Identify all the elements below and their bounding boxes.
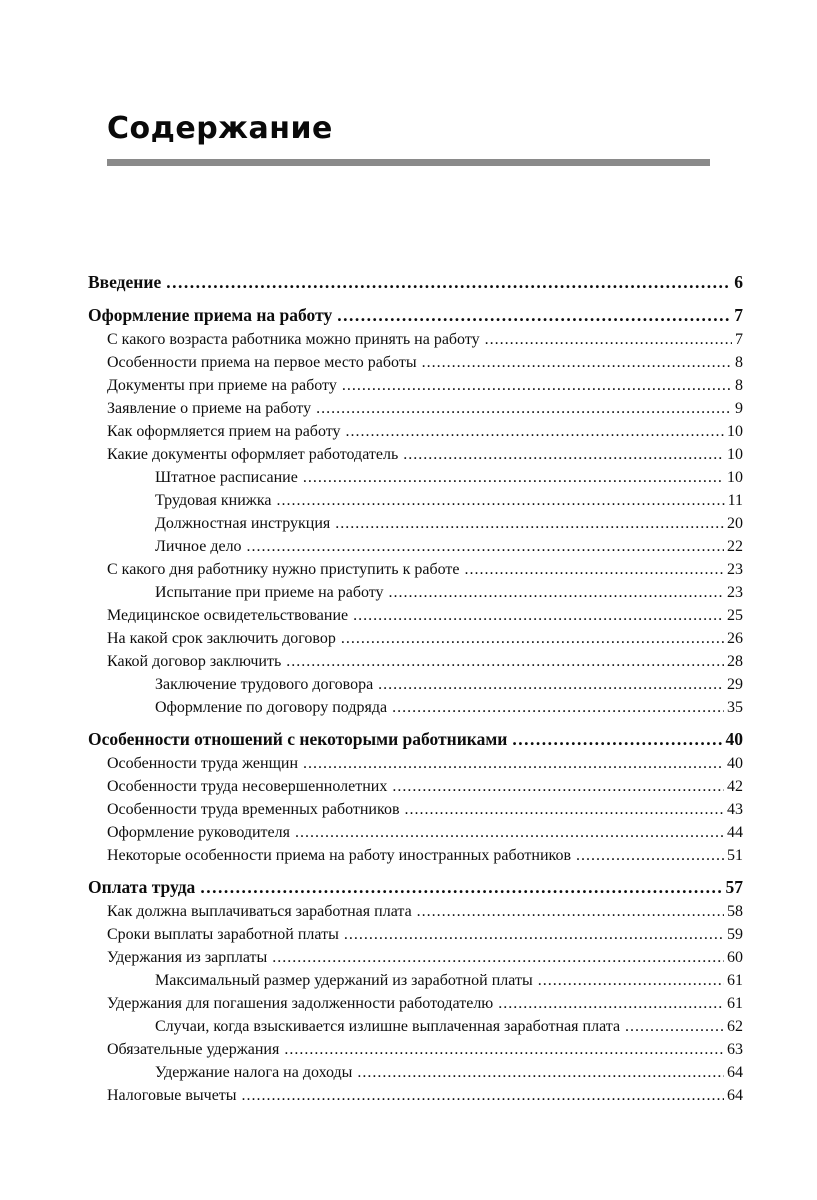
toc-entry-page: 7: [734, 305, 743, 325]
toc-dot-leader: [389, 581, 724, 604]
toc-entry-page: 60: [727, 949, 743, 966]
toc-entry-page: 61: [727, 995, 743, 1012]
toc-entry-page: 58: [727, 903, 743, 920]
toc-entry-page: 44: [727, 824, 743, 841]
toc-entry-page: 62: [727, 1018, 743, 1035]
toc-dot-leader: [316, 397, 732, 420]
toc-entry: [88, 923, 743, 946]
toc-entry-page: 40: [727, 755, 743, 772]
toc-entry-page: 64: [727, 1087, 743, 1104]
toc-entry-label: Должностная инструкция: [155, 515, 331, 532]
toc-entry: [88, 874, 743, 900]
toc-entry: [88, 650, 743, 673]
toc-dot-leader: [303, 752, 724, 775]
toc-entry-page: 11: [727, 492, 743, 509]
toc-entry: [88, 269, 743, 295]
toc-entry-label: Обязательные удержания: [107, 1041, 280, 1058]
toc-entry-label: Штатное расписание: [155, 469, 298, 486]
toc-dot-leader: [200, 874, 722, 900]
toc-entry: [88, 946, 743, 969]
toc-entry-page: 57: [725, 877, 743, 897]
toc-entry: [88, 466, 743, 489]
toc-entry-label: Испытание при приеме на работу: [155, 584, 384, 601]
toc-dot-leader: [346, 420, 724, 443]
toc-entry-page: 26: [727, 630, 743, 647]
toc-entry: [88, 581, 743, 604]
toc-entry-label: С какого дня работнику нужно приступить к работе: [107, 561, 460, 578]
toc-entry: [88, 844, 743, 867]
toc-dot-leader: [166, 269, 731, 295]
toc-entry-page: 40: [725, 729, 743, 749]
page-title: Содержание: [107, 111, 333, 146]
toc-dot-leader: [344, 923, 724, 946]
toc-entry-label: Максимальный размер удержаний из заработной платы: [155, 972, 533, 989]
toc-entry-label: Удержания из зарплаты: [107, 949, 268, 966]
toc-entry: [88, 1038, 743, 1061]
toc-entry: [88, 374, 743, 397]
toc-entry-label: Личное дело: [155, 538, 242, 555]
toc-dot-leader: [342, 374, 732, 397]
toc-entry: [88, 726, 743, 752]
toc-entry: [88, 604, 743, 627]
toc-dot-leader: [272, 946, 724, 969]
toc-entry-page: 10: [727, 469, 743, 486]
toc-dot-leader: [576, 844, 724, 867]
toc-dot-leader: [498, 992, 724, 1015]
toc-entry-label: Случаи, когда взыскивается излишне выплаченная заработная плата: [155, 1018, 621, 1035]
toc-entry: [88, 328, 743, 351]
toc-entry: [88, 900, 743, 923]
toc-entry-page: 59: [727, 926, 743, 943]
title-rule: [107, 159, 710, 166]
toc-entry-page: 42: [727, 778, 743, 795]
toc-entry: [88, 512, 743, 535]
toc-dot-leader: [357, 1061, 724, 1084]
toc-dot-leader: [405, 798, 725, 821]
toc-entry-label: Некоторые особенности приема на работу иностранных работников: [107, 847, 572, 864]
toc-entry-label: Введение: [88, 272, 162, 292]
toc-entry-label: Оформление руководителя: [107, 824, 290, 841]
toc-entry-page: 9: [735, 400, 743, 417]
toc-entry-label: Какие документы оформляет работодатель: [107, 446, 399, 463]
toc-entry: [88, 673, 743, 696]
toc-entry-label: Как оформляется прием на работу: [107, 423, 341, 440]
toc-dot-leader: [353, 604, 724, 627]
toc-entry: [88, 798, 743, 821]
toc-entry: [88, 443, 743, 466]
toc-entry: [88, 1061, 743, 1084]
toc-entry-label: Особенности труда несовершеннолетних: [107, 778, 388, 795]
toc-dot-leader: [303, 466, 724, 489]
toc-entry-label: Трудовая книжка: [155, 492, 272, 509]
toc-dot-leader: [295, 821, 724, 844]
toc-entry-label: Оформление по договору подряда: [155, 699, 388, 716]
toc-entry-page: 23: [727, 561, 743, 578]
toc-entry-page: 28: [727, 653, 743, 670]
toc-entry: [88, 969, 743, 992]
toc-dot-leader: [417, 900, 724, 923]
toc-entry-page: 51: [727, 847, 743, 864]
toc-entry-label: Заключение трудового договора: [155, 676, 374, 693]
toc-dot-leader: [335, 512, 724, 535]
toc-dot-leader: [242, 1084, 724, 1107]
toc-entry-page: 7: [735, 331, 743, 348]
toc-entry-label: Удержания для погашения задолженности работодателю: [107, 995, 494, 1012]
toc-entry-page: 63: [727, 1041, 743, 1058]
toc-list: [88, 269, 743, 1107]
toc-entry: [88, 420, 743, 443]
toc-entry: [88, 489, 743, 512]
toc-entry-page: 22: [727, 538, 743, 555]
toc-dot-leader: [625, 1015, 724, 1038]
toc-entry: [88, 558, 743, 581]
toc-entry-page: 6: [734, 272, 743, 292]
toc-entry-label: Сроки выплаты заработной платы: [107, 926, 339, 943]
toc-dot-leader: [392, 696, 724, 719]
toc-entry-label: Как должна выплачиваться заработная плата: [107, 903, 412, 920]
toc-entry-label: Особенности приема на первое место работы: [107, 354, 417, 371]
toc-dot-leader: [392, 775, 724, 798]
toc-entry: [88, 302, 743, 328]
toc-entry-page: 23: [727, 584, 743, 601]
toc-dot-leader: [422, 351, 732, 374]
toc-entry-page: 20: [727, 515, 743, 532]
toc-entry: [88, 775, 743, 798]
toc-entry: [88, 696, 743, 719]
toc-entry-page: 8: [735, 354, 743, 371]
toc-entry: [88, 752, 743, 775]
toc-entry-label: Удержание налога на доходы: [155, 1064, 353, 1081]
toc-entry-label: Оплата труда: [88, 877, 196, 897]
toc-entry: [88, 351, 743, 374]
toc-entry: [88, 397, 743, 420]
toc-dot-leader: [341, 627, 724, 650]
toc-entry-label: Особенности отношений с некоторыми работниками: [88, 729, 508, 749]
toc-entry-label: На какой срок заключить договор: [107, 630, 336, 647]
toc-dot-leader: [378, 673, 724, 696]
toc-dot-leader: [464, 558, 724, 581]
toc-entry-label: Заявление о приеме на работу: [107, 400, 312, 417]
toc-entry-label: Налоговые вычеты: [107, 1087, 237, 1104]
toc-entry: [88, 627, 743, 650]
toc-dot-leader: [286, 650, 724, 673]
toc-dot-leader: [403, 443, 724, 466]
toc-entry-label: Особенности труда женщин: [107, 755, 299, 772]
toc-entry-label: Оформление приема на работу: [88, 305, 333, 325]
toc-entry-page: 10: [727, 446, 743, 463]
toc-dot-leader: [337, 302, 731, 328]
toc-entry-page: 64: [727, 1064, 743, 1081]
toc-entry-label: Какой договор заключить: [107, 653, 282, 670]
toc-dot-leader: [512, 726, 722, 752]
toc-dot-leader: [276, 489, 724, 512]
toc-entry: [88, 992, 743, 1015]
toc-entry: [88, 821, 743, 844]
toc-entry-page: 10: [727, 423, 743, 440]
toc-entry-page: 35: [727, 699, 743, 716]
toc-entry-label: Особенности труда временных работников: [107, 801, 400, 818]
toc-dot-leader: [485, 328, 732, 351]
toc-entry-label: Медицинское освидетельствование: [107, 607, 349, 624]
toc-entry: [88, 1084, 743, 1107]
toc-entry-page: 61: [727, 972, 743, 989]
toc-entry-page: 25: [727, 607, 743, 624]
toc-entry-label: Документы при приеме на работу: [107, 377, 337, 394]
toc-dot-leader: [284, 1038, 724, 1061]
toc-entry-page: 29: [727, 676, 743, 693]
toc-entry: [88, 1015, 743, 1038]
toc-entry-page: 43: [727, 801, 743, 818]
toc-entry-label: С какого возраста работника можно принять на работу: [107, 331, 480, 348]
toc-dot-leader: [538, 969, 724, 992]
toc-dot-leader: [247, 535, 724, 558]
toc-entry-page: 8: [735, 377, 743, 394]
toc-entry: [88, 535, 743, 558]
